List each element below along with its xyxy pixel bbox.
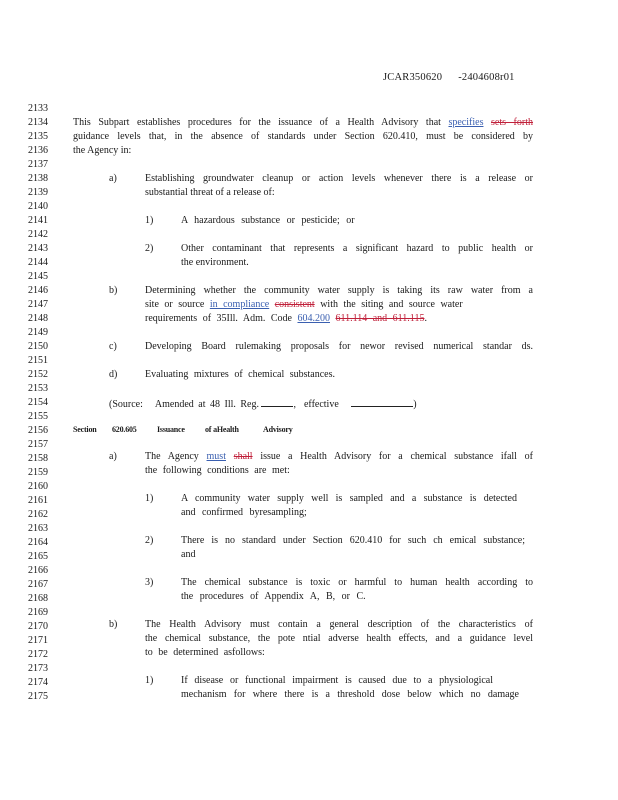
sec-a-2-line-2: and	[181, 549, 196, 560]
deleted-text: shall	[233, 451, 253, 462]
item-c-text: Developing Board rulemaking proposals for newor revised numerical standar ds.	[145, 341, 533, 352]
sec-a-2-label: 2)	[145, 535, 154, 546]
item-a-line-2: substantial threat of a release of:	[145, 187, 275, 198]
line-number: 2143	[28, 243, 48, 254]
sec-a-2-line-1: There is no standard under Section 620.410 for such ch emical substance;	[181, 535, 525, 546]
line-number: 2147	[28, 299, 48, 310]
line-number: 2164	[28, 537, 48, 548]
line-number: 2168	[28, 593, 48, 604]
line-number: 2137	[28, 159, 48, 170]
line-number: 2149	[28, 327, 48, 338]
item-b-line-1: Determining whether the community water supply is taking its raw water from a	[145, 285, 533, 296]
line-number: 2155	[28, 411, 48, 422]
item-a-1-text: A hazardous substance or pesticide; or	[181, 215, 355, 226]
sec-a-line-2: the following conditions are met:	[145, 465, 290, 476]
line-number: 2134	[28, 117, 48, 128]
line-number: 2160	[28, 481, 48, 492]
line-number: 2133	[28, 103, 48, 114]
line-number: 2165	[28, 551, 48, 562]
sec-b-1-label: 1)	[145, 675, 154, 686]
section-title-3: Advisory	[263, 425, 293, 434]
sec-a-3-line-1: The chemical substance is toxic or harmful to human health according to	[181, 577, 533, 588]
line-number: 2158	[28, 453, 48, 464]
deleted-text: 611.114 and 611.115	[335, 313, 425, 324]
item-b-line-3: requirements of 35Ill. Adm. Code 604.200 611.114 and 611.115.	[145, 313, 427, 324]
line-number: 2146	[28, 285, 48, 296]
line-number: 2151	[28, 355, 48, 366]
item-b-line-2: site or source in compliance consistent with the siting and source water	[145, 299, 463, 310]
section-word: Section	[73, 425, 97, 434]
line-number: 2139	[28, 187, 48, 198]
line-number: 2170	[28, 621, 48, 632]
inserted-text: specifies	[448, 117, 484, 128]
line-number: 2153	[28, 383, 48, 394]
sec-a-label: a)	[109, 451, 117, 462]
item-c-label: c)	[109, 341, 117, 352]
line-number: 2142	[28, 229, 48, 240]
intro-line-2: guidance levels that, in the absence of standards under Section 620.410, must be considered by	[73, 131, 533, 142]
line-number: 2145	[28, 271, 48, 282]
line-number: 2150	[28, 341, 48, 352]
sec-a-1-line-2: and confirmed byresampling;	[181, 507, 307, 518]
doc-code: JCAR350620	[383, 72, 443, 83]
item-a-label: a)	[109, 173, 117, 184]
line-number: 2144	[28, 257, 48, 268]
item-a-2-line-2: the environment.	[181, 257, 249, 268]
source-note: (Source: Amended at 48 Ill. Reg. , effective )	[109, 399, 417, 410]
item-b-label: b)	[109, 285, 118, 296]
inserted-text: 604.200	[297, 313, 330, 324]
sec-a-3-label: 3)	[145, 577, 154, 588]
line-number: 2166	[28, 565, 48, 576]
deleted-text: consistent	[274, 299, 315, 310]
sec-a-3-line-2: the procedures of Appendix A, B, or C.	[181, 591, 366, 602]
line-number: 2161	[28, 495, 48, 506]
line-number: 2138	[28, 173, 48, 184]
doc-version: -2404608r01	[458, 72, 515, 83]
line-number: 2174	[28, 677, 48, 688]
sec-b-line-3: to be determined asfollows:	[145, 647, 265, 658]
line-number: 2175	[28, 691, 48, 702]
line-number: 2141	[28, 215, 48, 226]
sec-a-line-1: The Agency must shall issue a Health Advisory for a chemical substance ifall of	[145, 451, 533, 462]
sec-b-line-1: The Health Advisory must contain a general description of the characteristics of	[145, 619, 533, 630]
line-number: 2148	[28, 313, 48, 324]
inserted-text: in compliance	[209, 299, 270, 310]
sec-b-line-2: the chemical substance, the pote ntial adverse health effects, and a guidance level	[145, 633, 533, 644]
inserted-text: must	[206, 451, 226, 462]
item-d-label: d)	[109, 369, 118, 380]
line-number: 2163	[28, 523, 48, 534]
sec-a-1-line-1: A community water supply well is sampled and a substance is detected	[181, 493, 517, 504]
line-number: 2136	[28, 145, 48, 156]
sec-b-label: b)	[109, 619, 118, 630]
section-number: 620.605	[112, 425, 137, 434]
line-number: 2140	[28, 201, 48, 212]
sec-a-1-label: 1)	[145, 493, 154, 504]
item-a-2-line-1: Other contaminant that represents a significant hazard to public health or	[181, 243, 533, 254]
line-number: 2157	[28, 439, 48, 450]
intro-line-1: This Subpart establishes procedures for the issuance of a Health Advisory that specifies sets forth	[73, 117, 533, 128]
line-number: 2169	[28, 607, 48, 618]
line-number: 2135	[28, 131, 48, 142]
line-number: 2152	[28, 369, 48, 380]
item-a-2-label: 2)	[145, 243, 154, 254]
item-a-1-label: 1)	[145, 215, 154, 226]
line-number: 2159	[28, 467, 48, 478]
item-a-line-1: Establishing groundwater cleanup or action levels whenever there is a release or	[145, 173, 533, 184]
line-number: 2172	[28, 649, 48, 660]
line-number: 2173	[28, 663, 48, 674]
sec-b-1-line-1: If disease or functional impairment is caused due to a physiological	[181, 675, 493, 686]
line-number: 2171	[28, 635, 48, 646]
section-title-2: of aHealth	[205, 425, 239, 434]
intro-line-3: the Agency in:	[73, 145, 132, 156]
line-number: 2154	[28, 397, 48, 408]
section-title-1: Issuance	[157, 425, 185, 434]
line-number: 2167	[28, 579, 48, 590]
line-number: 2156	[28, 425, 48, 436]
item-d-text: Evaluating mixtures of chemical substances.	[145, 369, 336, 380]
deleted-text: sets forth	[491, 117, 533, 128]
line-number: 2162	[28, 509, 48, 520]
sec-b-1-line-2: mechanism for where there is a threshold dose below which no damage	[181, 689, 519, 700]
